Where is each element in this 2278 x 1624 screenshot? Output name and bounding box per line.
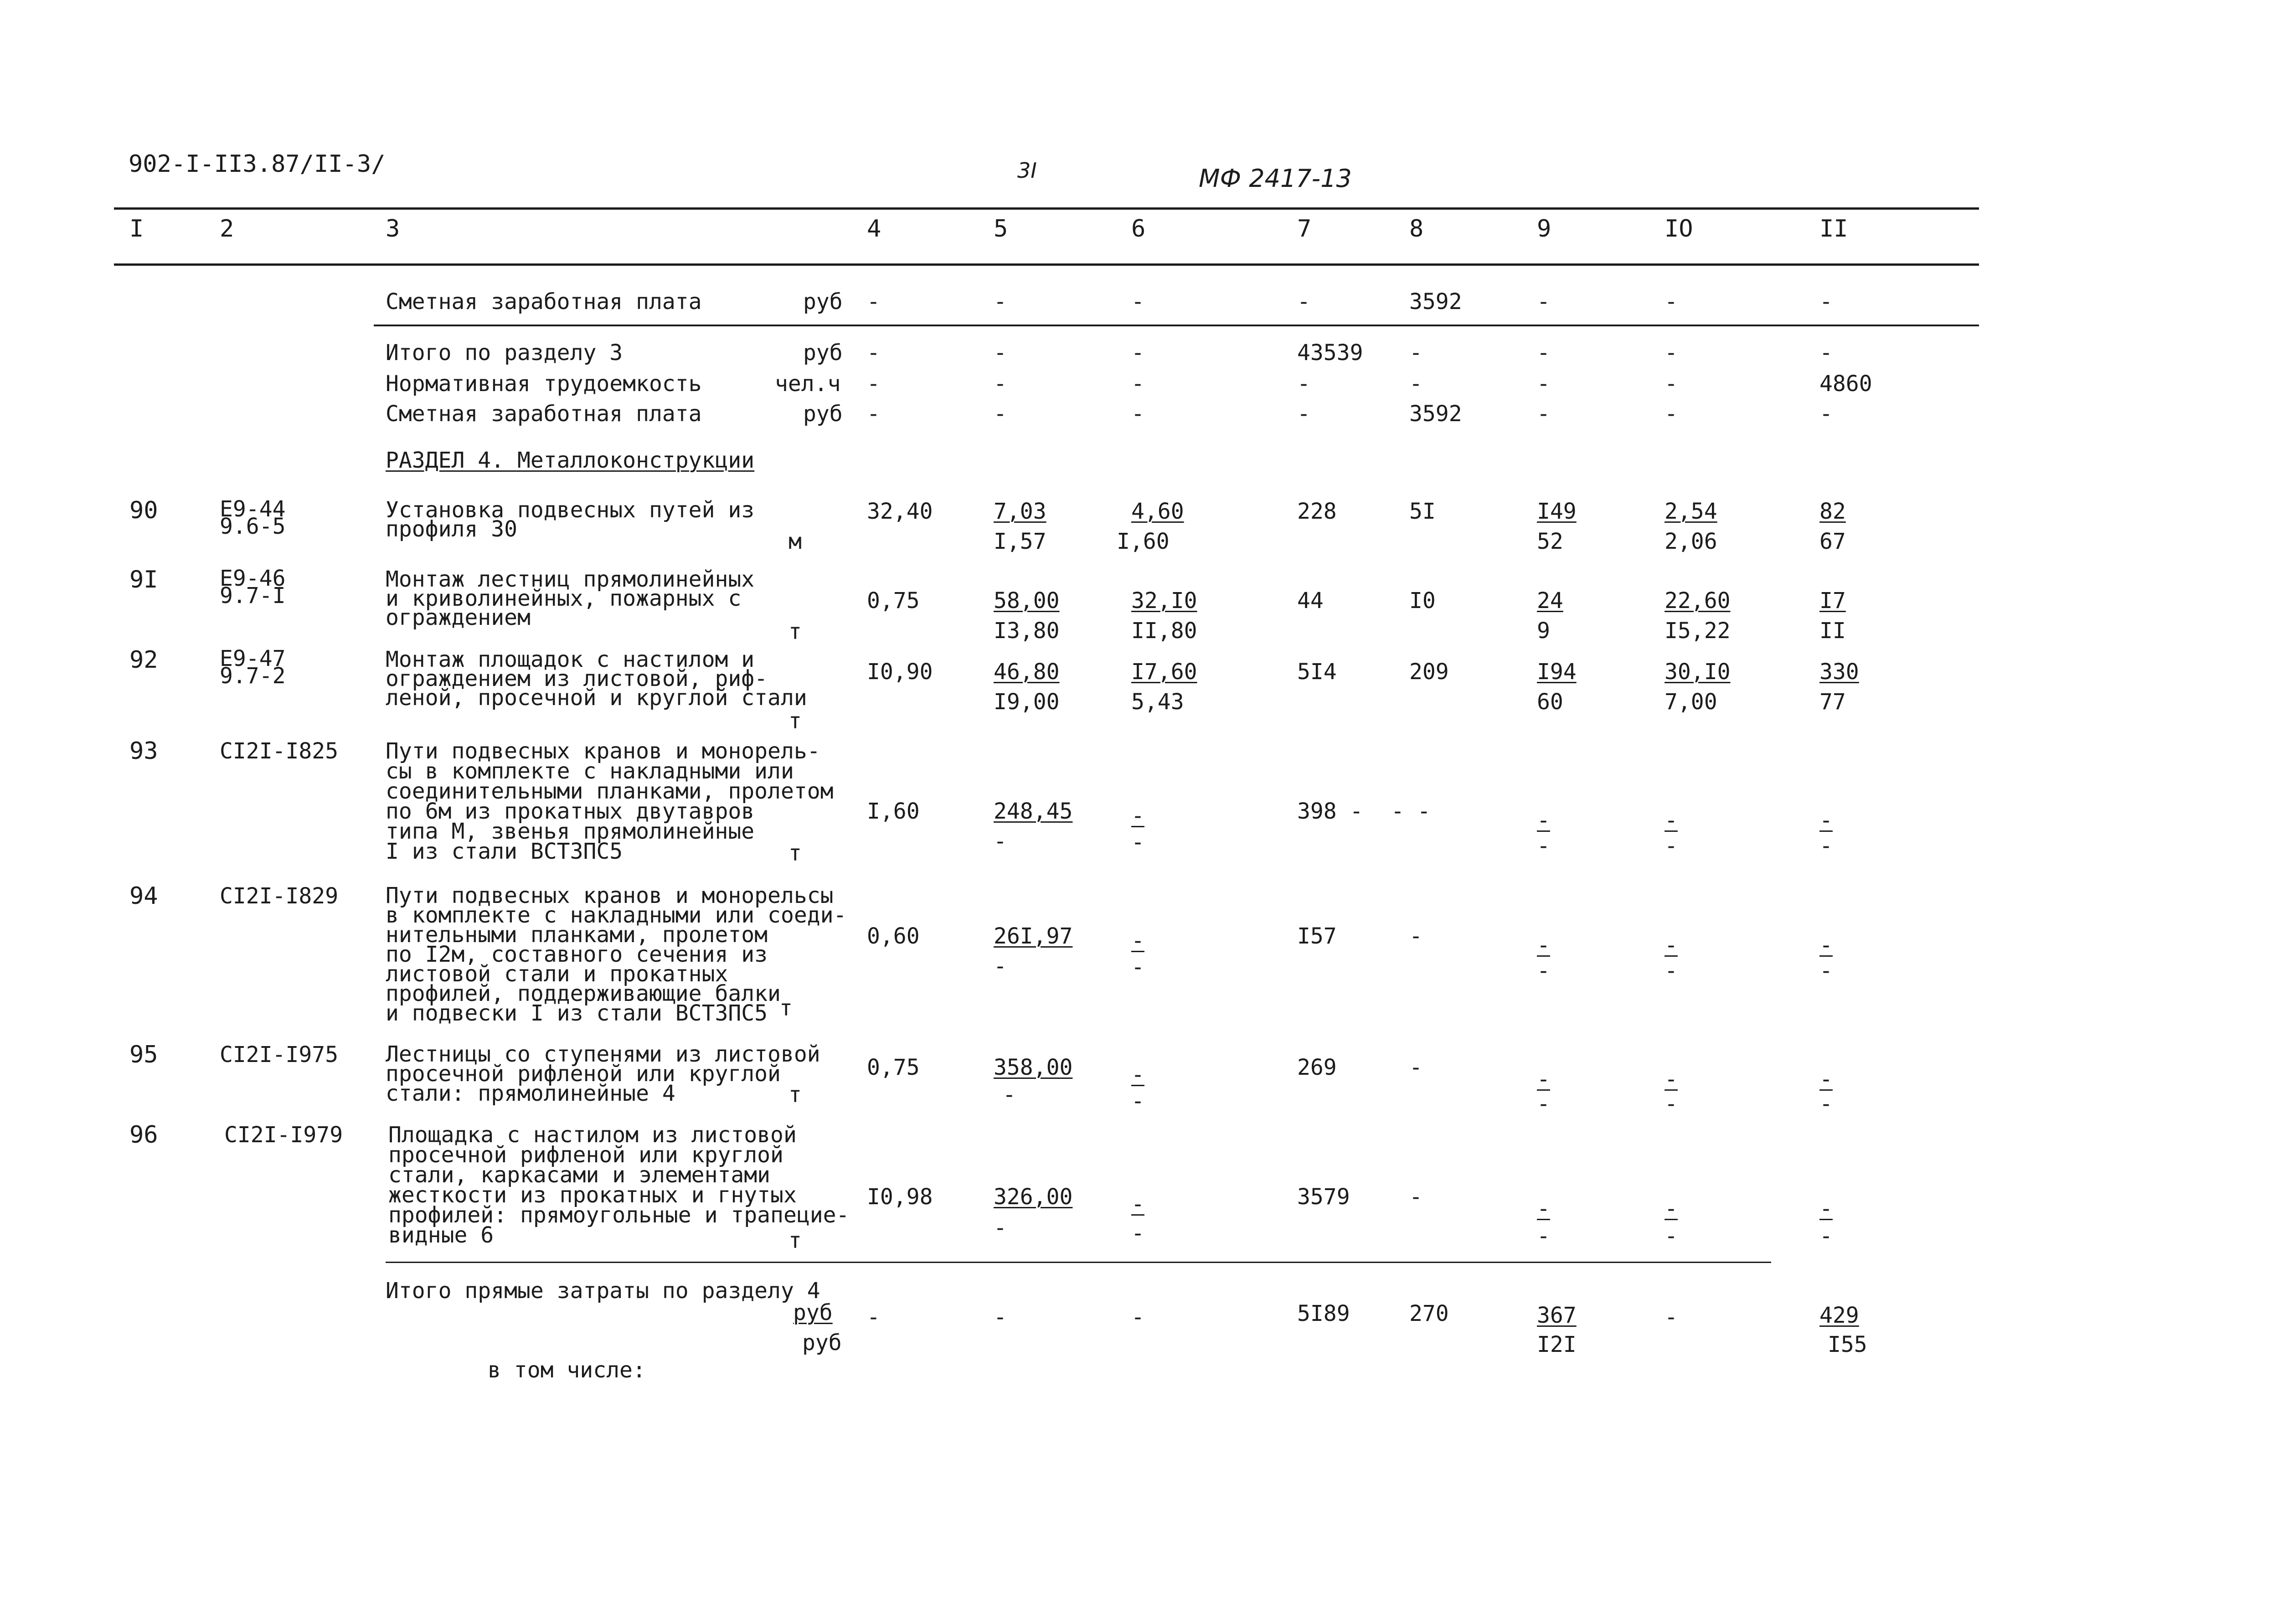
col-header-4: 4	[867, 215, 881, 242]
row-col7: I57	[1297, 923, 1337, 949]
row-col5-top: 58,00	[994, 588, 1060, 614]
row-description: Монтаж лестниц прямолинейных и криволинейных, пожарных с ограждением	[386, 567, 755, 630]
row-col9-top: -	[1537, 808, 1550, 833]
table-top-rule	[114, 207, 1979, 210]
row-col9-top: I94	[1537, 659, 1577, 685]
row-col11-top: 330	[1819, 659, 1859, 685]
row-col5-top: 26I,97	[994, 923, 1073, 949]
row-unit: т	[789, 708, 802, 734]
row-code: E9-47 9.7-2	[220, 646, 286, 689]
row-col10-top: -	[1665, 933, 1678, 958]
doc-code: 902-I-II3.87/II-3/	[129, 150, 386, 178]
summary-unit: руб	[803, 401, 843, 427]
table-header-rule	[114, 263, 1979, 266]
row-unit: м	[789, 529, 802, 554]
summary-cell: -	[994, 371, 1007, 397]
row-col6-bottom: 5,43	[1131, 689, 1184, 715]
row-col5-bottom: -	[1003, 1082, 1016, 1108]
row-col6-top: 4,60	[1131, 499, 1184, 524]
row-number: 90	[129, 497, 158, 524]
row-col10-top: -	[1665, 1067, 1678, 1092]
summary-label: Нормативная трудоемкость	[386, 371, 702, 397]
row-col10-bottom: -	[1665, 1091, 1678, 1117]
footnote: в том числе:	[488, 1357, 646, 1383]
row-col6-top: -	[1131, 803, 1144, 829]
summary-label: Итого по разделу 3	[386, 340, 623, 366]
row-col5-bottom: -	[994, 1215, 1007, 1241]
summary-cell: -	[1131, 289, 1144, 314]
row-col9-bottom: -	[1537, 1091, 1550, 1117]
row-code: CI2I-I825	[220, 738, 339, 764]
row-col11-bottom: -	[1819, 833, 1833, 859]
col-header-10: IO	[1665, 215, 1693, 242]
row-col5-bottom: I9,00	[994, 689, 1060, 715]
row-col11-bottom: -	[1819, 958, 1833, 984]
row-col5-bottom: -	[994, 829, 1007, 854]
row-col11-top: -	[1819, 1067, 1833, 1092]
row-col9-bottom: -	[1537, 1223, 1550, 1249]
row-col9-bottom: -	[1537, 833, 1550, 859]
row-quantity: I0,90	[867, 659, 933, 685]
total-col9-top: 367	[1537, 1303, 1577, 1328]
row-col10-bottom: -	[1665, 833, 1678, 859]
row-description: Установка подвесных путей из профиля 30	[386, 497, 755, 542]
summary-cell: -	[1537, 371, 1550, 397]
row-col5-bottom: I3,80	[994, 618, 1060, 644]
summary-unit: чел.ч	[775, 371, 841, 397]
total-unit: руб	[802, 1330, 842, 1356]
row-col5-bottom: -	[994, 954, 1007, 979]
total-col9-bottom: I2I	[1537, 1332, 1577, 1357]
stamp-number: МФ 2417-13	[1199, 164, 1352, 193]
row-col9-bottom: -	[1537, 958, 1550, 984]
summary-cell: -	[1819, 340, 1833, 366]
row-col5-top: 358,00	[994, 1055, 1073, 1080]
row-col10-bottom: -	[1665, 1223, 1678, 1249]
summary-cell: -	[867, 371, 880, 397]
row-unit: т	[789, 1082, 802, 1108]
row-quantity: 0,75	[867, 1055, 920, 1080]
total-cell: -	[1131, 1304, 1144, 1330]
summary-cell: -	[994, 401, 1007, 427]
summary-cell: -	[1665, 371, 1678, 397]
row-col11-top: -	[1819, 933, 1833, 958]
row-number: 96	[129, 1121, 158, 1149]
row-quantity: 0,75	[867, 588, 920, 614]
summary-cell: -	[1131, 340, 1144, 366]
row-col6-top: I7,60	[1131, 659, 1197, 685]
col-header-9: 9	[1537, 215, 1551, 242]
summary-cell: -	[994, 289, 1007, 314]
summary-cell: 43539	[1297, 340, 1363, 366]
row-unit: т	[789, 1228, 802, 1253]
summary-cell: -	[1537, 289, 1550, 314]
summary-cell: 4860	[1819, 371, 1872, 397]
row-col6-bottom: -	[1131, 1221, 1144, 1246]
summary-cell: -	[1131, 401, 1144, 427]
row-col11-top: 82	[1819, 499, 1846, 524]
row-col6-bottom: -	[1131, 830, 1144, 855]
summary-unit: руб	[803, 340, 843, 366]
row-col7: 3579	[1297, 1184, 1350, 1210]
row-col6-bottom: -	[1131, 954, 1144, 980]
summary-cell: -	[1131, 371, 1144, 397]
row-col8: -	[1409, 923, 1422, 949]
col-header-11: II	[1819, 215, 1848, 242]
row-number: 92	[129, 646, 158, 674]
total-cell: 5I89	[1297, 1301, 1350, 1326]
row-col11-top: -	[1819, 808, 1833, 833]
row-description: Площадка с настилом из листовой просечной рифленой или круглой стали, каркасами и элементами жесткости из прокатных и гнутых профилей: прямоугольные и трапецие- видные 6	[388, 1122, 850, 1248]
row-col10-top: -	[1665, 1196, 1678, 1222]
col-header-2: 2	[220, 215, 234, 242]
row-col10-top: 2,54	[1665, 499, 1717, 524]
summary-cell: -	[1297, 401, 1310, 427]
row-number: 95	[129, 1041, 158, 1068]
row-col10-top: 22,60	[1665, 588, 1731, 614]
row-col10-top: 30,I0	[1665, 659, 1731, 685]
row-col5-bottom: I,57	[994, 529, 1046, 554]
row-col7: 398 -	[1297, 799, 1363, 824]
row-quantity: 0,60	[867, 923, 920, 949]
row-col10-bottom: I5,22	[1665, 618, 1731, 644]
row-unit: т	[789, 619, 802, 644]
row-number: 93	[129, 737, 158, 765]
col-header-7: 7	[1297, 215, 1312, 242]
row-col9-top: -	[1537, 933, 1550, 958]
summary-cell: -	[1409, 340, 1422, 366]
row-col9-bottom: 9	[1537, 618, 1550, 644]
row-quantity: I0,98	[867, 1184, 933, 1210]
row-col5-top: 248,45	[994, 799, 1073, 824]
row-col5-top: 46,80	[994, 659, 1060, 685]
page-mark: 3I	[1017, 158, 1037, 183]
summary-unit: руб	[803, 289, 843, 314]
col-header-8: 8	[1409, 215, 1424, 242]
col-header-6: 6	[1131, 215, 1146, 242]
row-code: CI2I-I829	[220, 883, 339, 909]
row-col9-bottom: 60	[1537, 689, 1563, 715]
row-col9-top: I49	[1537, 499, 1577, 524]
row-col6-bottom: I,60	[1117, 529, 1170, 554]
row-col5-top: 326,00	[994, 1184, 1073, 1210]
summary-cell: -	[1297, 371, 1310, 397]
row-col8: 5I	[1409, 499, 1436, 524]
total-cell: -	[994, 1304, 1007, 1330]
row-description: Пути подвесных кранов и монорель- сы в комплекте с накладными или соединительными планками, пролетом по 6м из прокатных двутавров типа М, звенья прямолинейные I из стали ВСТ3ПС5	[386, 738, 834, 864]
row-quantity: I,60	[867, 799, 920, 824]
summary-cell: -	[1537, 340, 1550, 366]
summary-label: Сметная заработная плата	[386, 289, 702, 314]
summary-rule	[374, 325, 1979, 326]
summary-cell: -	[1665, 340, 1678, 366]
col-header-5: 5	[994, 215, 1008, 242]
total-label: Итого прямые затраты по разделу 4	[386, 1278, 820, 1304]
row-col5-top: 7,03	[994, 499, 1046, 524]
summary-cell: 3592	[1409, 289, 1462, 314]
total-cell: 270	[1409, 1301, 1449, 1326]
summary-cell: -	[1665, 401, 1678, 427]
summary-cell: -	[994, 340, 1007, 366]
row-col11-bottom: 67	[1819, 529, 1846, 554]
row-unit: т	[789, 840, 802, 866]
row-number: 94	[129, 882, 158, 910]
row-col10-bottom: -	[1665, 958, 1678, 984]
row-col7: 228	[1297, 499, 1337, 524]
summary-cell: -	[867, 289, 880, 314]
row-col11-bottom: 77	[1819, 689, 1846, 715]
row-code: E9-44 9.6-5	[220, 496, 286, 539]
row-col10-top: -	[1665, 808, 1678, 833]
row-col11-bottom: II	[1819, 618, 1846, 644]
row-col11-top: -	[1819, 1196, 1833, 1222]
row-col9-bottom: 52	[1537, 529, 1563, 554]
col-header-1: I	[129, 215, 144, 242]
row-col6-top: 32,I0	[1131, 588, 1197, 614]
summary-cell: -	[1665, 289, 1678, 314]
row-unit: т	[779, 995, 793, 1021]
row-col6-bottom: II,80	[1131, 618, 1197, 644]
total-col11-top: 429	[1819, 1303, 1859, 1328]
row-col7: 5I4	[1297, 659, 1337, 685]
row-col8: -	[1409, 1184, 1422, 1210]
total-unit: руб	[793, 1300, 833, 1325]
row-description: Пути подвесных кранов и монорельсы в комплекте с накладными или соеди- нительными планками, пролетом по I2м, составного сечения из листовой стали и прокатных профилей, поддерживающие балки и подвески I из стали ВСТ3ПС5	[386, 883, 847, 1026]
row-col8: - -	[1391, 799, 1431, 824]
summary-cell: -	[1297, 289, 1310, 314]
row-col6-top: -	[1131, 1191, 1144, 1217]
row-col9-top: -	[1537, 1196, 1550, 1222]
row-col8: 209	[1409, 659, 1449, 685]
row-col11-bottom: -	[1819, 1223, 1833, 1249]
summary-label: Сметная заработная плата	[386, 401, 702, 427]
row-col10-bottom: 7,00	[1665, 689, 1717, 715]
row-code: CI2I-I979	[224, 1122, 343, 1148]
summary-cell: 3592	[1409, 401, 1462, 427]
summary-cell: -	[867, 401, 880, 427]
row-description: Лестницы со ступенями из листовой просечной рифленой или круглой стали: прямолинейные 4	[386, 1041, 820, 1106]
row-col6-top: -	[1131, 928, 1144, 954]
summary-cell: -	[1409, 371, 1422, 397]
col-header-3: 3	[386, 215, 400, 242]
row-number: 9I	[129, 566, 158, 593]
row-col9-top: -	[1537, 1067, 1550, 1092]
total-cell: -	[1665, 1304, 1678, 1330]
row-col10-bottom: 2,06	[1665, 529, 1717, 554]
total-col11-bottom: I55	[1828, 1332, 1867, 1357]
total-cell: -	[867, 1304, 880, 1330]
summary-cell: -	[1819, 289, 1833, 314]
row-col11-top: I7	[1819, 588, 1846, 614]
row-col6-top: -	[1131, 1062, 1144, 1088]
row-description: Монтаж площадок с настилом и ограждением из листовой, риф- леной, просечной и круглой стали	[386, 647, 807, 711]
summary-cell: -	[1537, 401, 1550, 427]
row-col8: -	[1409, 1055, 1422, 1080]
section-title: РАЗДЕЛ 4. Металлоконструкции	[386, 448, 755, 473]
total-rule	[386, 1262, 1771, 1263]
row-col7: 269	[1297, 1055, 1337, 1080]
row-quantity: 32,40	[867, 499, 933, 524]
row-col11-bottom: -	[1819, 1091, 1833, 1117]
summary-cell: -	[1819, 401, 1833, 427]
summary-cell: -	[867, 340, 880, 366]
row-col8: I0	[1409, 588, 1436, 614]
row-code: E9-46 9.7-I	[220, 566, 286, 608]
row-col7: 44	[1297, 588, 1324, 614]
row-code: CI2I-I975	[220, 1042, 339, 1067]
row-col9-top: 24	[1537, 588, 1563, 614]
row-col6-bottom: -	[1131, 1088, 1144, 1114]
